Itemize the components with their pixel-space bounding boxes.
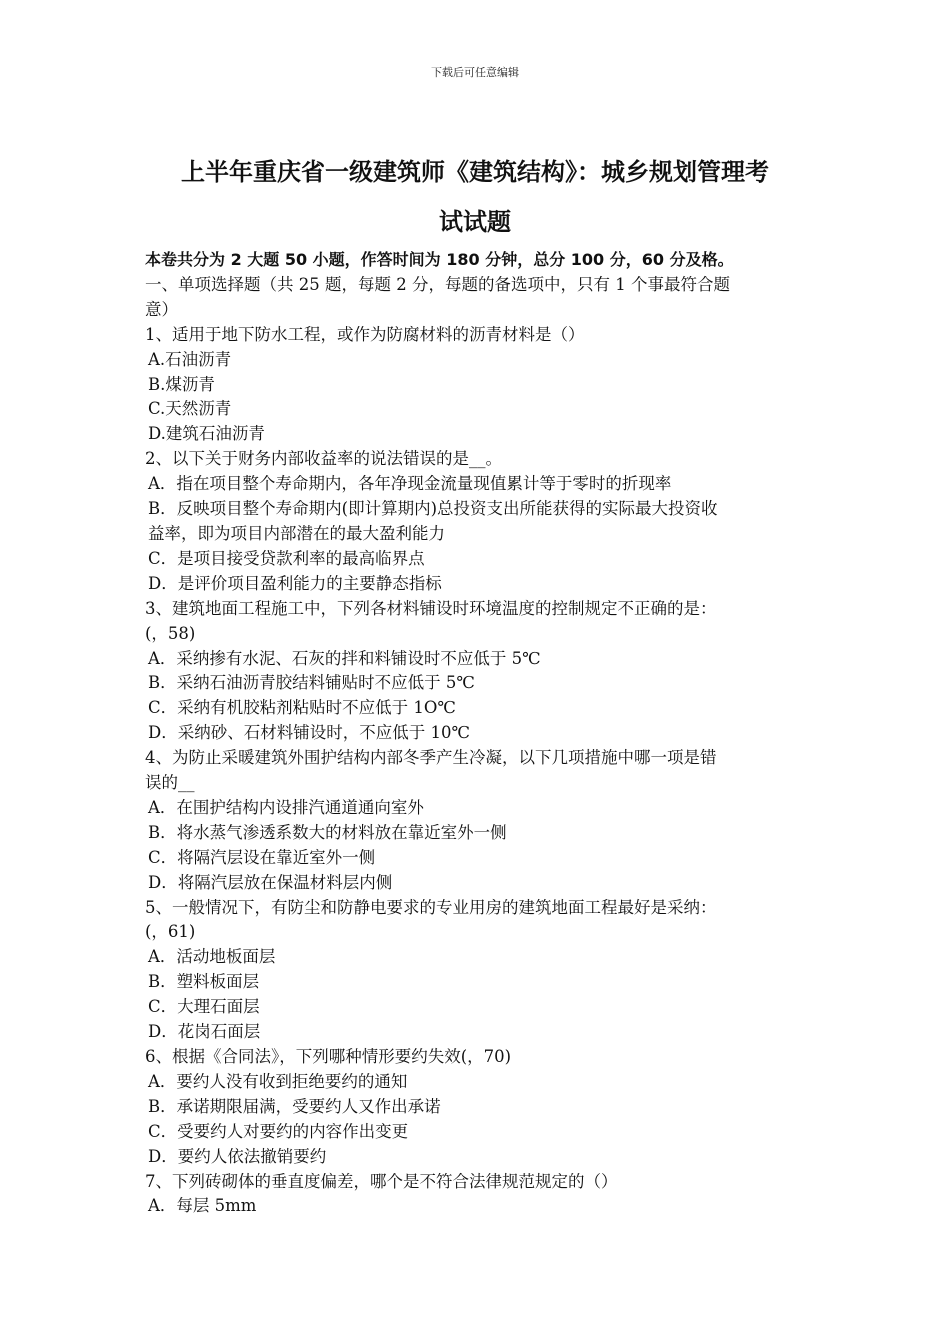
answer-option: A．采纳掺有水泥、石灰的拌和料铺设时不应低于 5℃: [148, 648, 541, 668]
question-stem: 5、一般情况下，有防尘和防静电要求的专业用房的建筑地面工程最好是采纳：: [145, 897, 717, 917]
question-stem: 7、下列砖砌体的垂直度偏差，哪个是不符合法律规范规定的（）: [145, 1171, 618, 1191]
question-stem: 2、以下关于财务内部收益率的说法错误的是__。: [145, 449, 502, 469]
answer-option: A.石油沥青: [148, 349, 232, 369]
document-title-line-2: 试试题: [439, 208, 511, 236]
answer-option: D．采纳砂、石材料铺设时，不应低于 10℃: [148, 723, 470, 743]
answer-option: B．反映项目整个寿命期内(即计算期内)总投资支出所能获得的实际最大投资收: [148, 499, 718, 519]
question-item: [145, 746, 815, 895]
question-item: [145, 597, 815, 746]
answer-option: C．大理石面层: [148, 997, 260, 1017]
answer-option: B.煤沥青: [148, 374, 215, 394]
question-item: [145, 1170, 815, 1220]
document-body: [145, 248, 815, 1219]
section-heading-line-2: 意）: [145, 299, 178, 319]
answer-option: B．塑料板面层: [148, 972, 260, 992]
section-heading-line-1: 一、单项选择题（共 25 题，每题 2 分，每题的备选项中，只有 1 个事最符合题: [145, 274, 730, 294]
question-stem: 3、建筑地面工程施工中，下列各材料铺设时环境温度的控制规定不正确的是：: [145, 598, 717, 618]
answer-option: A．指在项目整个寿命期内，各年净现金流量现值累计等于零时的折现率: [148, 474, 672, 494]
answer-option: A．活动地板面层: [148, 947, 276, 967]
answer-option: C．受要约人对要约的内容作出变更: [148, 1121, 409, 1141]
question-stem: 误的__: [145, 773, 195, 793]
answer-option: 益率，即为项目内部潜在的最大盈利能力: [148, 523, 445, 543]
answer-option: B．将水蒸气渗透系数大的材料放在靠近室外一侧: [148, 822, 507, 842]
answer-option: D．要约人依法撤销要约: [148, 1146, 327, 1166]
question-stem: (，61): [145, 922, 196, 942]
question-stem: (，58): [145, 623, 196, 643]
answer-option: C．采纳有机胶粘剂粘贴时不应低于 1O℃: [148, 698, 456, 718]
question-stem: 6、根据《合同法》，下列哪种情形要约失效(，70): [145, 1047, 512, 1066]
document-title-line-1: 上半年重庆省一级建筑师《建筑结构》：城乡规划管理考: [181, 158, 769, 186]
answer-option: A．要约人没有收到拒绝要约的通知: [148, 1071, 408, 1091]
question-stem: 4、为防止采暖建筑外围护结构内部冬季产生冷凝，以下几项措施中哪一项是错: [145, 748, 717, 768]
question-item: [145, 323, 815, 448]
question-item: [145, 896, 815, 1045]
header-note: 下载后可任意编辑: [431, 66, 519, 79]
answer-option: C．是项目接受贷款利率的最高临界点: [148, 548, 425, 568]
exam-summary: 本卷共分为 2 大题 50 小题，作答时间为 180 分钟，总分 100 分，60 分及格。: [145, 250, 734, 269]
answer-option: C.天然沥青: [148, 399, 232, 419]
answer-option: D．花岗石面层: [148, 1022, 261, 1042]
answer-option: D.建筑石油沥青: [148, 424, 265, 444]
answer-option: D．是评价项目盈利能力的主要静态指标: [148, 573, 442, 593]
answer-option: D．将隔汽层放在保温材料层内侧: [148, 872, 393, 892]
question-list: [145, 323, 815, 1220]
question-stem: 1、适用于地下防水工程，或作为防腐材料的沥青材料是（）: [145, 324, 585, 344]
question-item: [145, 1045, 815, 1170]
answer-option: B．承诺期限届满，受要约人又作出承诺: [148, 1096, 441, 1116]
answer-option: A．每层 5mm: [148, 1196, 257, 1216]
answer-option: B．采纳石油沥青胶结料铺贴时不应低于 5℃: [148, 673, 475, 693]
answer-option: A．在围护结构内设排汽通道通向室外: [148, 797, 424, 817]
answer-option: C．将隔汽层设在靠近室外一侧: [148, 847, 376, 867]
question-item: [145, 447, 815, 596]
